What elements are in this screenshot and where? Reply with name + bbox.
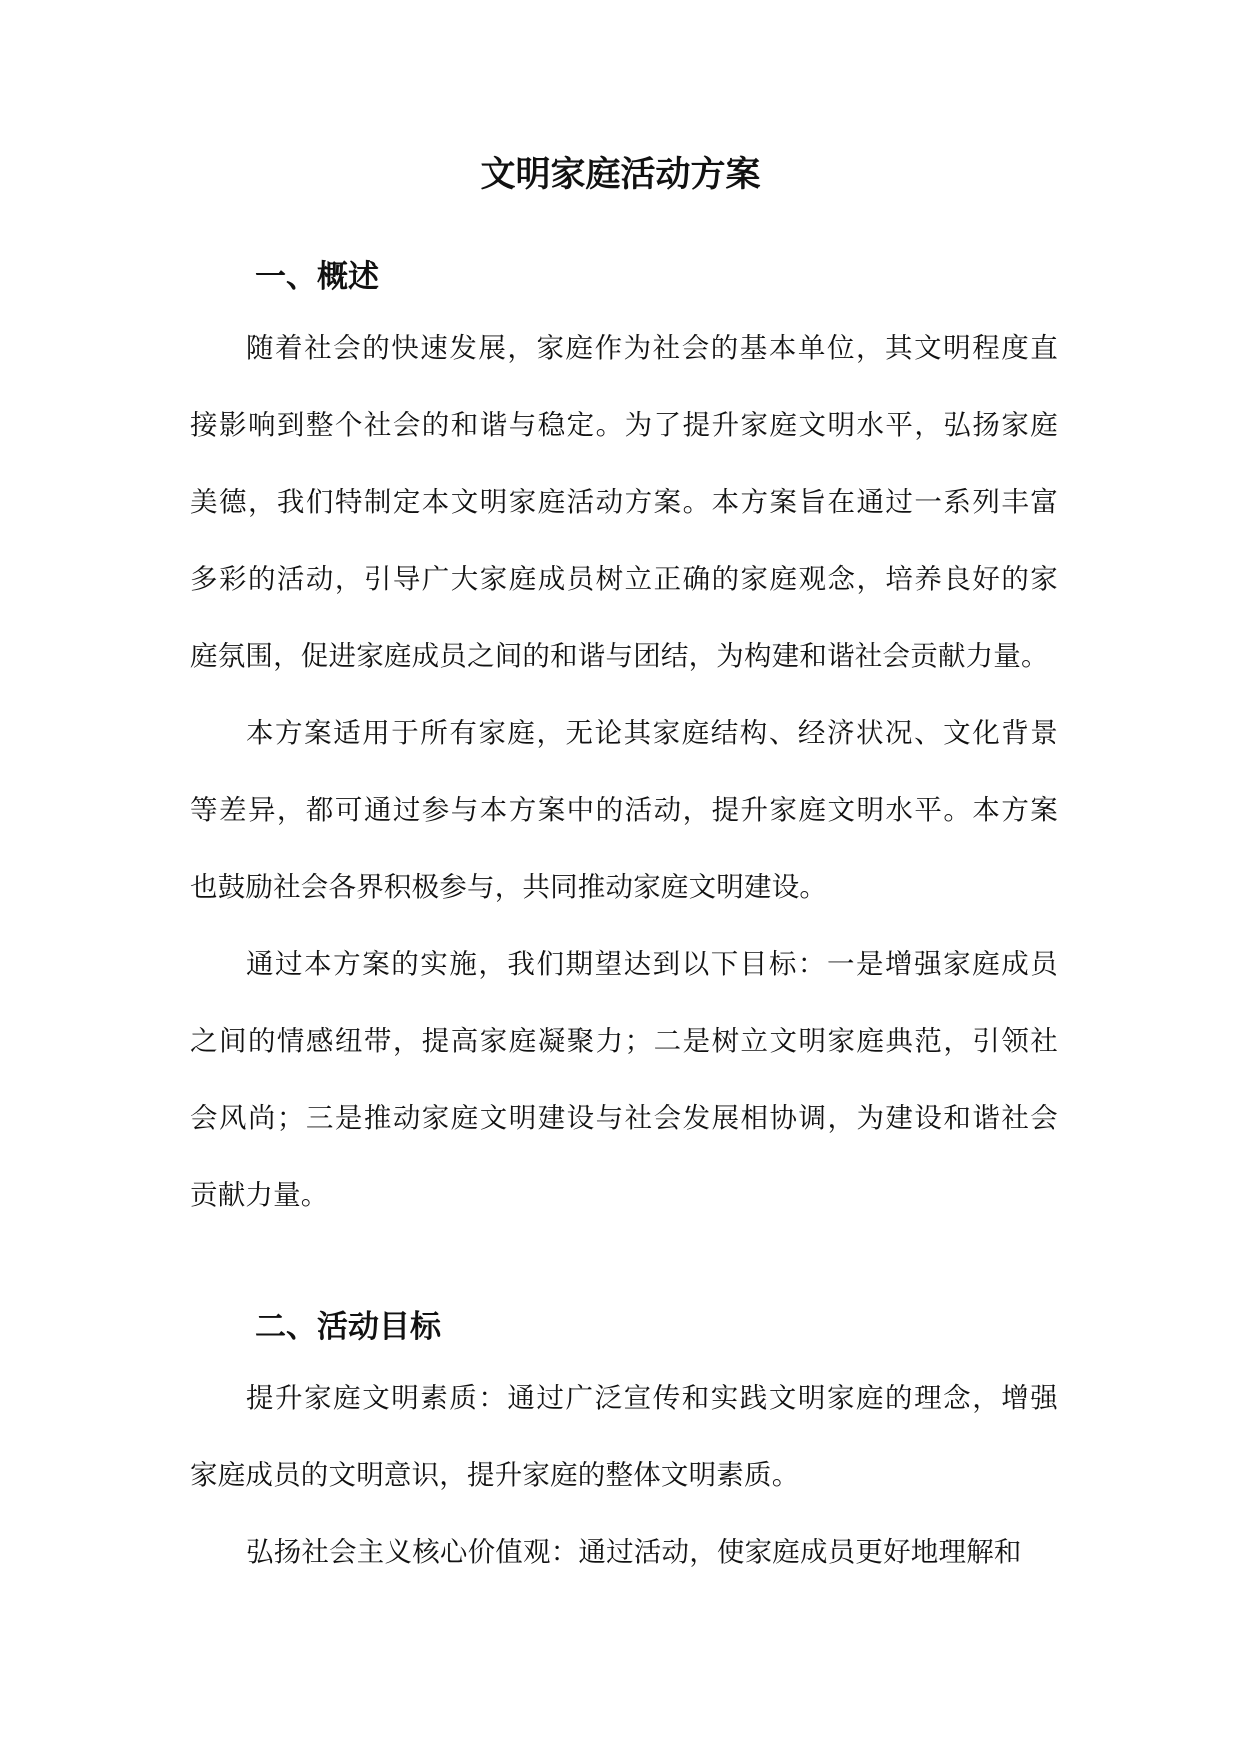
- text-line: 多彩的活动，引导广大家庭成员树立正确的家庭观念，培养良好的家: [190, 563, 1058, 595]
- text-line: 弘扬社会主义核心价值观：通过活动，使家庭成员更好地理解和: [246, 1536, 1022, 1568]
- text-line: 通过本方案的实施，我们期望达到以下目标：一是增强家庭成员: [246, 948, 1058, 980]
- text-line: 随着社会的快速发展，家庭作为社会的基本单位，其文明程度直: [246, 332, 1058, 364]
- paragraph: [190, 926, 1058, 1234]
- text-line: 提升家庭文明素质：通过广泛宣传和实践文明家庭的理念，增强: [246, 1382, 1058, 1414]
- text-line: 接影响到整个社会的和谐与稳定。为了提升家庭文明水平，弘扬家庭: [190, 409, 1058, 441]
- section-heading-goals: 二、活动目标: [255, 1309, 441, 1345]
- text-line: 贡献力量。: [190, 1179, 329, 1211]
- section-heading-overview: 一、概述: [255, 259, 379, 295]
- paragraph: [190, 1514, 1058, 1591]
- text-line: 等差异，都可通过参与本方案中的活动，提升家庭文明水平。本方案: [190, 794, 1058, 826]
- paragraph: [190, 1360, 1058, 1514]
- text-line: 家庭成员的文明意识，提升家庭的整体文明素质。: [190, 1459, 800, 1491]
- document-title: 文明家庭活动方案: [480, 155, 761, 195]
- text-line: 会风尚；三是推动家庭文明建设与社会发展相协调，为建设和谐社会: [190, 1102, 1058, 1134]
- paragraph: [190, 695, 1058, 926]
- text-line: 之间的情感纽带，提高家庭凝聚力；二是树立文明家庭典范，引领社: [190, 1025, 1058, 1057]
- paragraph: [190, 310, 1058, 695]
- text-line: 庭氛围，促进家庭成员之间的和谐与团结，为构建和谐社会贡献力量。: [190, 640, 1049, 672]
- text-line: 美德，我们特制定本文明家庭活动方案。本方案旨在通过一系列丰富: [190, 486, 1058, 518]
- text-line: 本方案适用于所有家庭，无论其家庭结构、经济状况、文化背景: [246, 717, 1058, 749]
- text-line: 也鼓励社会各界积极参与，共同推动家庭文明建设。: [190, 871, 828, 903]
